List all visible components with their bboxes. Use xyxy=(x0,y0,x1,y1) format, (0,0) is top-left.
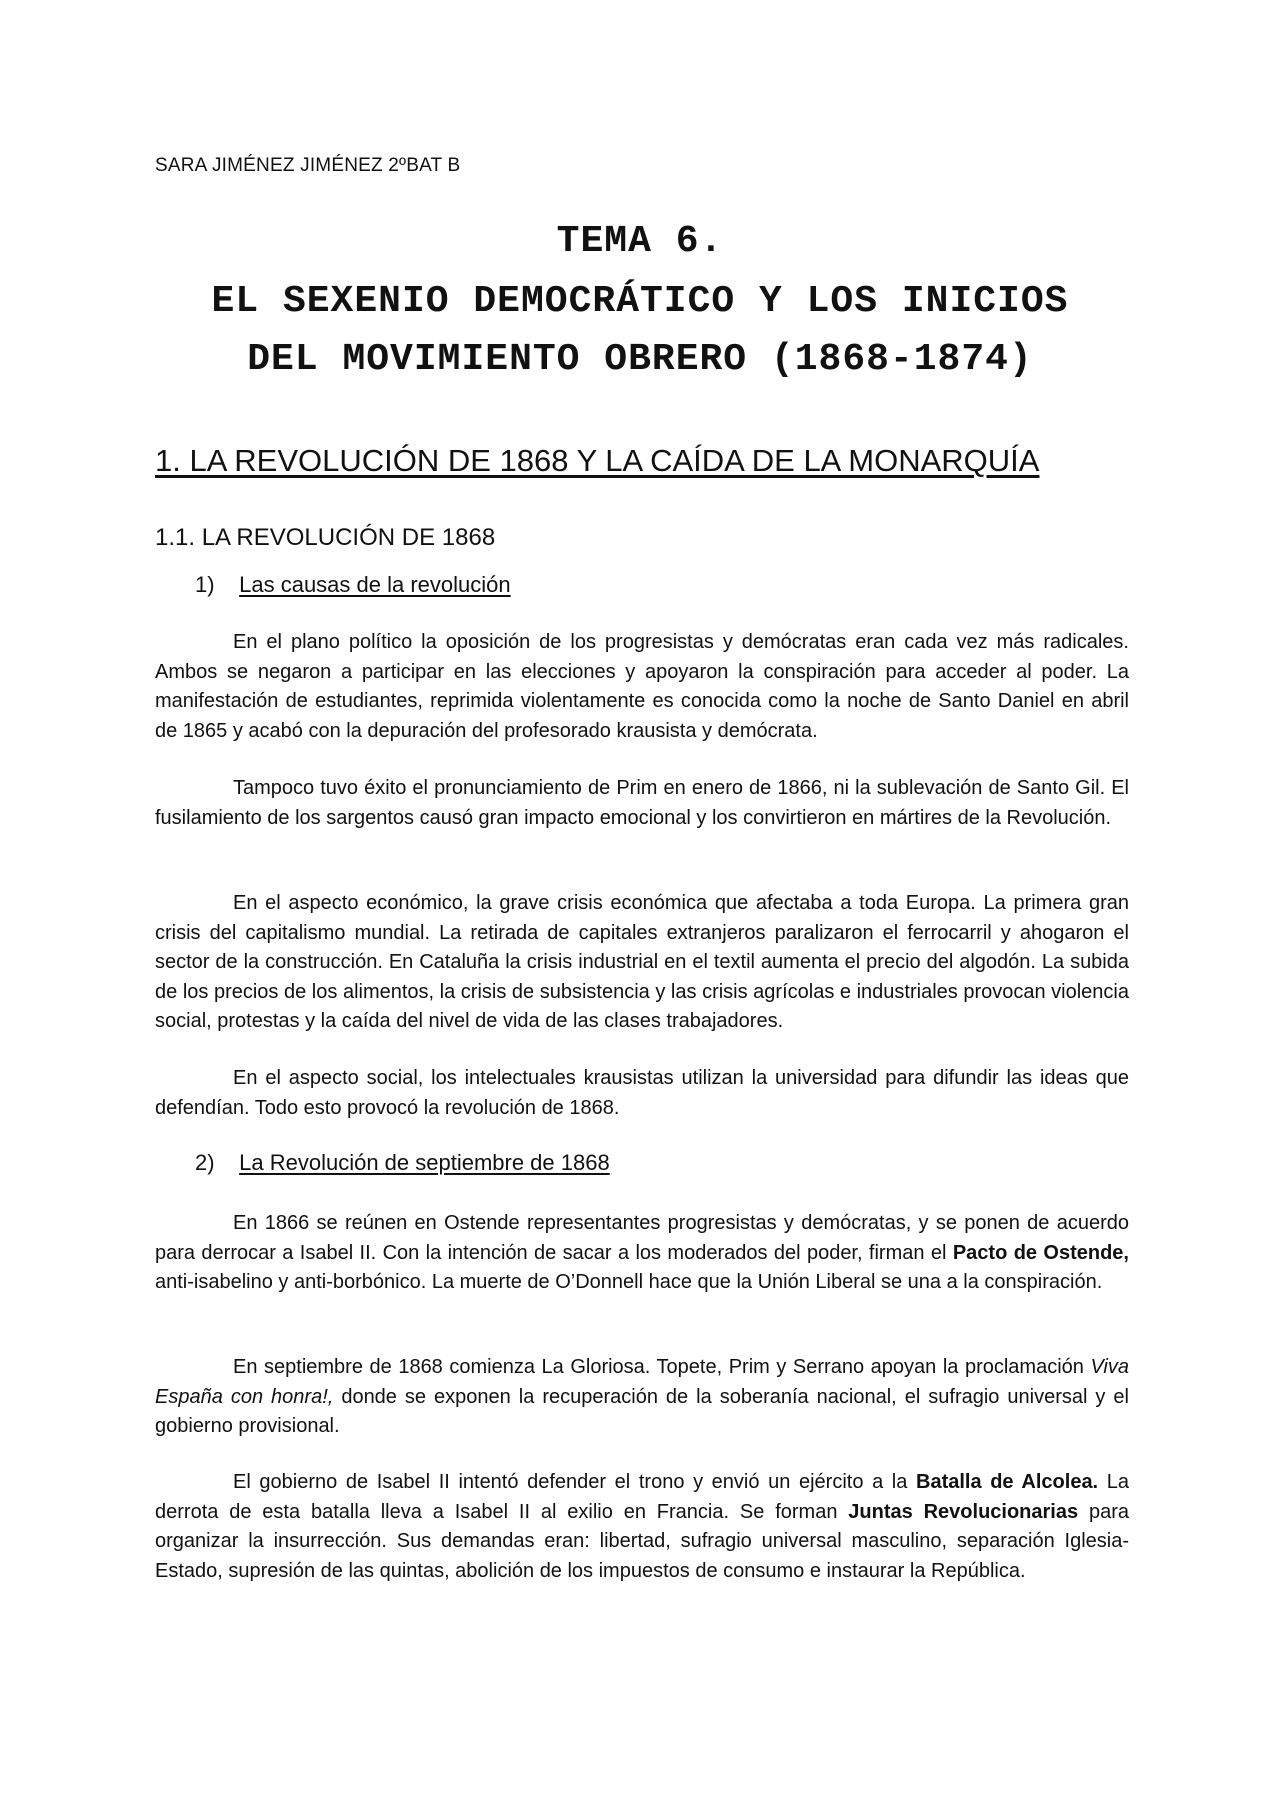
paragraph-causes-prim: Tampoco tuvo éxito el pronunciamiento de Prim en enero de 1866, ni la sublevación de Santo Gil. El fusilamiento de los sargentos causó gran impacto emocional y los convirtieron en mártires de la Revolución. xyxy=(155,777,1129,829)
bold-term-juntas: Juntas Revolucionarias xyxy=(848,1500,1079,1523)
text-run: donde se exponen la recuperación de la soberanía nacional, el sufragio universal y el gobierno provisional. xyxy=(155,1385,1129,1437)
bold-term-pacto-ostende: Pacto de Ostende, xyxy=(952,1241,1129,1264)
title-line-1: TEMA 6. xyxy=(556,220,724,263)
point-2-label: La Revolución de septiembre de 1868 xyxy=(239,1150,610,1175)
paragraph-causes-political: En el plano político la oposición de los progresistas y demócratas eran cada vez más radicales. Ambos se negaron a participar en las elecciones y apoyaron la conspiración para acceder al poder. La manifestación de estudiantes, reprimida violentamente es conocida como la noche de Santo Daniel en abril de 1865 y acabó con la depuración del profesorado krausista y demócrata. xyxy=(155,631,1129,742)
author-line: SARA JIMÉNEZ JIMÉNEZ 2ºBAT B xyxy=(155,155,461,176)
paragraph-alcolea xyxy=(155,1468,1129,1586)
point-1-number: 1) xyxy=(195,572,215,597)
paragraph-causes-social: En el aspecto social, los intelectuales krausistas utilizan la universidad para difundir las ideas que defendían. Todo esto provocó la revolución de 1868. xyxy=(155,1067,1129,1119)
title-line-2: EL SEXENIO DEMOCRÁTICO Y LOS INICIOS xyxy=(211,280,1069,323)
point-2-heading xyxy=(195,1150,610,1176)
italic-proclamation: Viva España con honra!, xyxy=(155,1356,1129,1408)
point-1-heading xyxy=(195,572,511,598)
text-run: El gobierno de Isabel II intentó defender el trono y envió un ejército a la xyxy=(233,1471,916,1493)
paragraph-causes-economic: En el aspecto económico, la grave crisis económica que afectaba a toda Europa. La primera gran crisis del capitalismo mundial. La retirada de capitales extranjeros paralizaron el ferrocarril y ahogaron el sector de la construcción. En Cataluña la crisis industrial en el textil aumenta el precio del algodón. La subida de los precios de los alimentos, la crisis de subsistencia y las crisis agrícolas e industriales provocan violencia social, protestas y la caída del nivel de vida de las clases trabajadores. xyxy=(155,892,1129,1032)
point-1-label: Las causas de la revolución xyxy=(239,572,511,597)
bold-term-batalla-alcolea: Batalla de Alcolea. xyxy=(916,1471,1099,1493)
section-heading: 1. LA REVOLUCIÓN DE 1868 Y LA CAÍDA DE LA MONARQUÍA xyxy=(155,443,1040,478)
text-run: En septiembre de 1868 comienza La Gloriosa. Topete, Prim y Serrano apoyan la proclamación xyxy=(233,1356,1091,1378)
text-run: para organizar la insurrección. Sus demandas eran: libertad, sufragio universal masculino, separación Iglesia-Estado, supresión de las quintas, abolición de los impuestos de consumo e instaurar la República. xyxy=(155,1500,1129,1582)
point-2-number: 2) xyxy=(195,1150,215,1175)
paragraph-gloriosa xyxy=(155,1353,1129,1442)
text-run: En 1866 se reúnen en Ostende representantes progresistas y demócratas, y se ponen de acuerdo para derrocar a Isabel II. Con la intención de sacar a los moderados del poder, firman el xyxy=(155,1212,1129,1264)
text-run: La derrota de esta batalla lleva a Isabel II al exilio en Francia. Se forman xyxy=(155,1471,1129,1523)
subsection-heading: 1.1. LA REVOLUCIÓN DE 1868 xyxy=(155,524,496,551)
title-line-3: DEL MOVIMIENTO OBRERO (1868-1874) xyxy=(247,338,1033,381)
paragraph-ostende xyxy=(155,1209,1129,1298)
text-run: anti-isabelino y anti-borbónico. La muerte de O’Donnell hace que la Unión Liberal se una a la conspiración. xyxy=(155,1271,1103,1293)
